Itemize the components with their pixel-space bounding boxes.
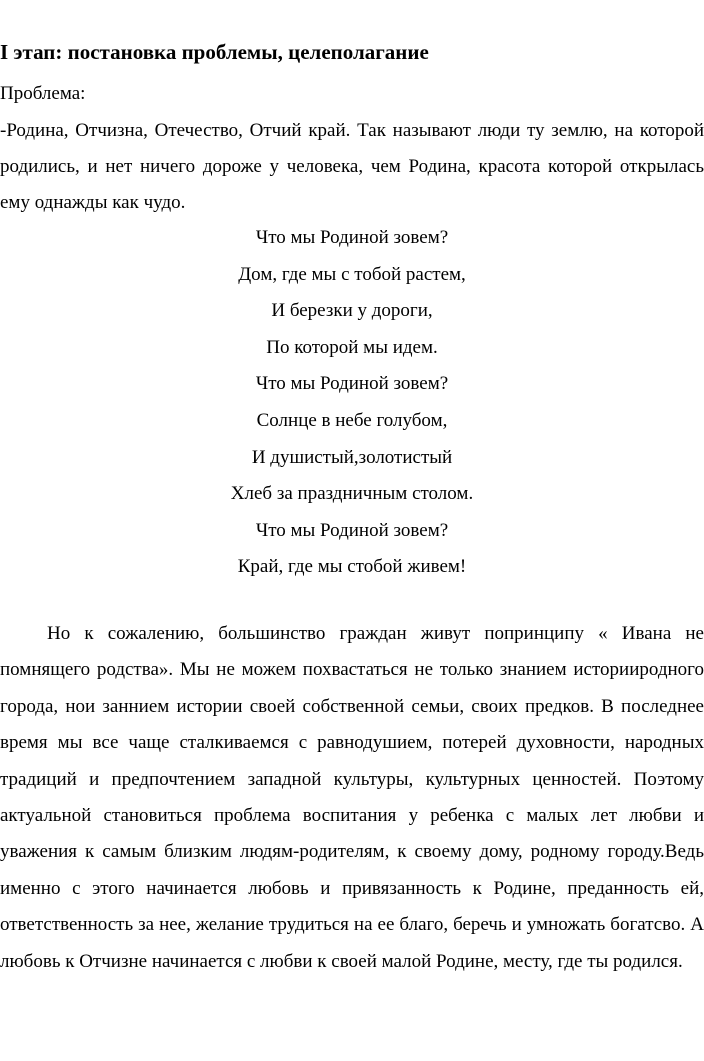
poem-line: По которой мы идем. <box>266 336 438 358</box>
poem-line: И березки у дороги, <box>271 300 433 322</box>
poem-line: Что мы Родиной зовем? <box>255 227 449 248</box>
poem-line: Хлеб за праздничным столом. <box>230 483 474 505</box>
body-paragraph: Но к сожалению, большинство граждан живут попринципу « Ивана не помнящего родства». Мы не можем похвастаться не только знанием историиродного города, нои заннием истории своей собственной семьи, своих предков. В последнее время мы все чаще сталкиваемся с равнодушием, потерей духовности, народных традиций и предпочтением западной культуры, культурных ценностей. Поэтому актуальной становиться проблема воспитания у ребенка с малых лет любви и уважения к самым близким людям-родителям, к своему дому, родному городу.Ведь именно с этого начинается любовь и привязанность к Родине, преданность ей, ответственность за нее, желание трудиться на ее благо, беречь и умножать богатсво. А любовь к Отчизне начинается с любви к своей малой Родине, месту, где ты родился. <box>0 623 704 972</box>
poem <box>0 220 704 586</box>
section-heading: I этап: постановка проблемы, целеполагание <box>0 40 429 64</box>
poem-line: Край, где мы стобой живем! <box>237 556 467 578</box>
poem-line: Солнце в небе голубом, <box>256 409 448 431</box>
poem-line: Что мы Родиной зовем? <box>255 519 449 541</box>
intro-paragraph: -Родина, Отчизна, Отечество, Отчий край. Так называют люди ту землю, на которой родились, и нет ничего дороже у человека, чем Родина, красота которой открылась ему однажды как чудо. <box>0 120 704 213</box>
problem-label: Проблема: <box>0 83 86 104</box>
poem-line: Что мы Родиной зовем? <box>255 373 449 395</box>
poem-line: И душистый,золотистый <box>251 446 453 468</box>
poem-line: Дом, где мы с тобой растем, <box>238 263 466 285</box>
